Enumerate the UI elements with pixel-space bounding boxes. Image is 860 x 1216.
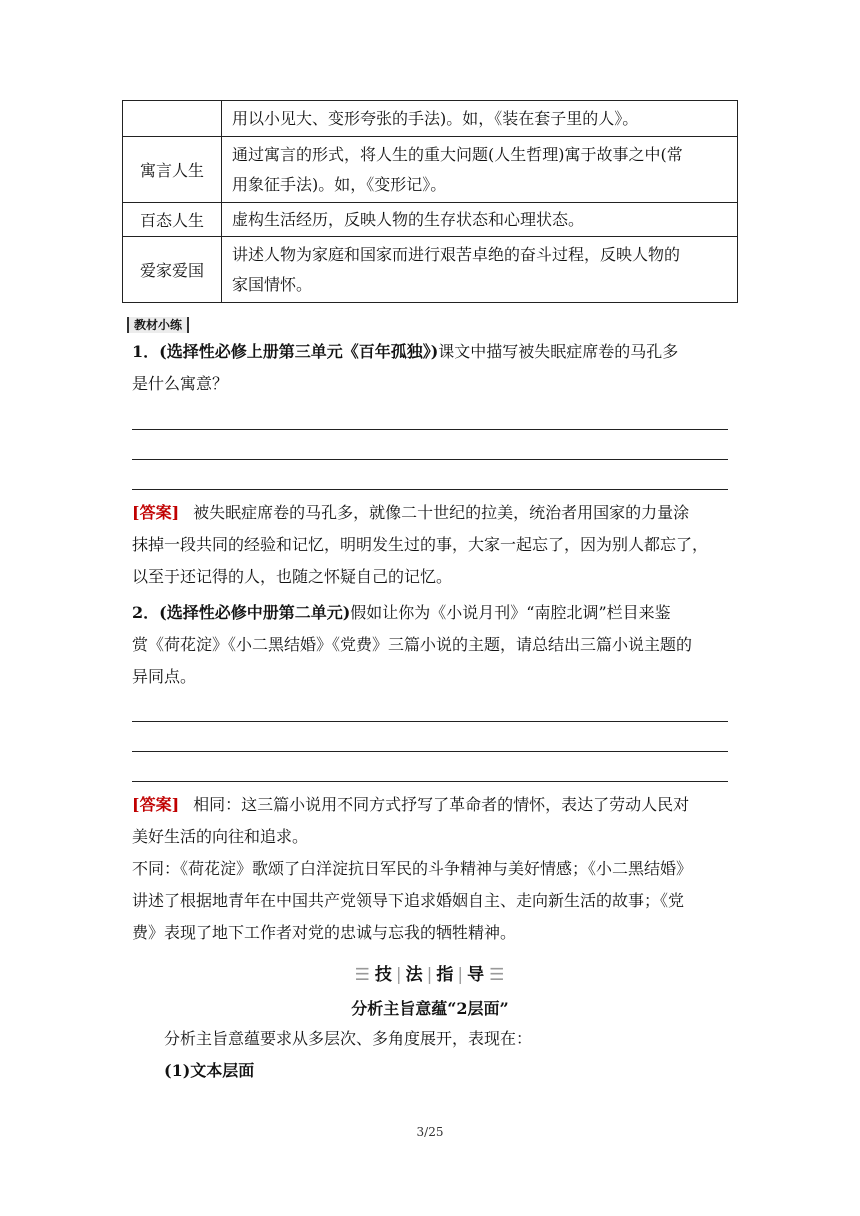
question-source: (选择性必修中册第二单元) <box>159 603 351 622</box>
table-category-cell: 爱家爱国 <box>123 237 222 303</box>
table-row <box>123 203 738 237</box>
question-text: 假如让你为《小说月刊》“南腔北调”栏目来鉴 <box>350 603 671 622</box>
question-2-line-3: 异同点。 <box>132 667 197 686</box>
theme-table <box>122 100 738 303</box>
section-title-char: 导 <box>467 965 486 985</box>
divider: | <box>395 965 403 985</box>
table-description-cell <box>222 237 738 303</box>
guide-body <box>132 1023 732 1087</box>
answer-2-line-4: 讲述了根据地青年在中国共产党领导下追求婚姻自主、走向新生活的故事；《党 <box>132 891 685 910</box>
question-1-line-1 <box>132 336 732 368</box>
table-category-cell <box>123 101 222 137</box>
section-title-char: 指 <box>436 965 455 985</box>
description-line: 虚构生活经历，反映人物的生存状态和心理状态。 <box>232 209 585 229</box>
triple-bar-icon: ☰ <box>489 965 506 985</box>
question-number: 1． <box>132 342 160 361</box>
answer-blank-line <box>132 751 728 752</box>
table-row <box>123 137 738 203</box>
question-1 <box>132 336 732 400</box>
question-1-line-2: 是什么寓意？ <box>132 374 229 393</box>
answer-2-line-1: [答案] 相同：这三篇小说用不同方式抒写了革命者的情怀，表达了劳动人民对 <box>132 795 690 814</box>
section-title-char: 法 <box>405 965 424 985</box>
divider: | <box>457 965 465 985</box>
divider: | <box>426 965 434 985</box>
description-line: 用象征手法)。如，《变形记》。 <box>232 174 447 194</box>
guide-intro: 分析主旨意蕴要求从多层次、多角度展开，表现在： <box>164 1029 533 1048</box>
answer-1-line-1: [答案] 被失眠症席卷的马孔多，就像二十世纪的拉美，统治者用国家的力量涂 <box>132 503 690 522</box>
description-line: 通过寓言的形式，将人生的重大问题(人生哲理)寓于故事之中(常 <box>232 144 683 164</box>
answer-blank-line <box>132 459 728 460</box>
section-title <box>0 960 860 985</box>
answer-1 <box>132 497 732 593</box>
table-row <box>123 237 738 303</box>
answer-label: [答案] <box>132 795 180 814</box>
description-line: 用以小见大、变形夸张的手法)。如，《装在套子里的人》。 <box>232 108 639 128</box>
answer-1-line-3: 以至于还记得的人，也随之怀疑自己的记忆。 <box>132 567 453 586</box>
question-text: 课文中描写被失眠症席卷的马孔多 <box>438 342 679 361</box>
table-description-cell <box>222 101 738 137</box>
answer-2-line-5: 费》表现了地下工作者对党的忠诚与忘我的牺牲精神。 <box>132 923 517 942</box>
description-line: 讲述人物为家庭和国家而进行艰苦卓绝的奋斗过程，反映人物的 <box>232 244 681 264</box>
question-2-line-2: 赏《荷花淀》《小二黑结婚》《党费》三篇小说的主题，请总结出三篇小说主题的 <box>132 635 693 654</box>
answer-blank-line <box>132 781 728 782</box>
guide-item-1: (1)文本层面 <box>164 1061 255 1080</box>
table-description-cell <box>222 203 738 237</box>
table-row <box>123 101 738 137</box>
table-category-cell: 寓言人生 <box>123 137 222 203</box>
triple-bar-icon: ☰ <box>354 965 371 985</box>
answer-label: [答案] <box>132 503 180 522</box>
section-tag: 教材小练 <box>127 317 189 333</box>
answer-2-line-2: 美好生活的向往和追求。 <box>132 827 309 846</box>
question-2 <box>132 597 732 693</box>
answer-blank-line <box>132 721 728 722</box>
answer-blank-line <box>132 489 728 490</box>
table-description-cell <box>222 137 738 203</box>
page-number: 3/25 <box>416 1125 444 1139</box>
section-subtitle: 分析主旨意蕴“2层面” <box>351 999 509 1018</box>
answer-1-line-2: 抹掉一段共同的经验和记忆，明明发生过的事，大家一起忘了，因为别人都忘了， <box>132 535 709 554</box>
description-line: 家国情怀。 <box>232 274 313 294</box>
table-category-cell: 百态人生 <box>123 203 222 237</box>
question-source: (选择性必修上册第三单元《百年孤独》) <box>159 342 439 361</box>
section-title-char: 技 <box>374 965 393 985</box>
question-2-line-1 <box>132 597 732 629</box>
answer-2 <box>132 789 732 949</box>
answer-blank-line <box>132 429 728 430</box>
question-number: 2． <box>132 603 160 622</box>
answer-2-line-3: 不同：《荷花淀》歌颂了白洋淀抗日军民的斗争精神与美好情感；《小二黑结婚》 <box>132 859 693 878</box>
